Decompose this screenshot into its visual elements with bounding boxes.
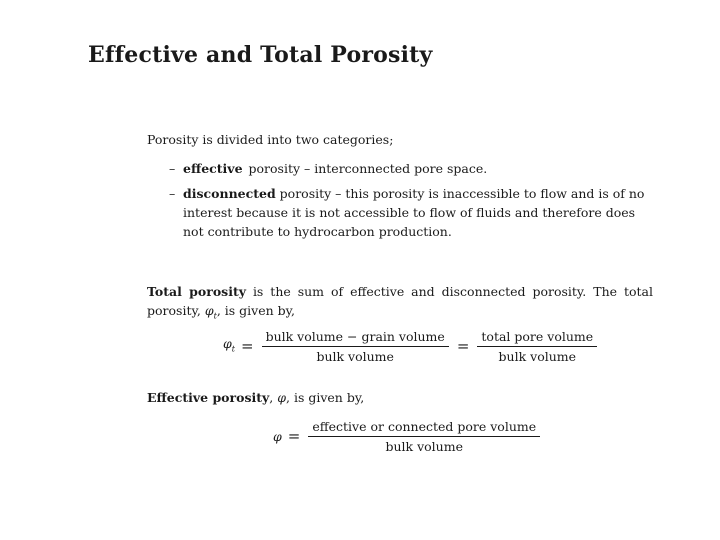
eq1-equals-1: = [240, 337, 254, 355]
total-porosity-symbol: $\varphi_t$ [204, 303, 217, 321]
total-porosity-term: Total porosity [147, 284, 246, 299]
total-porosity-text-a: is the sum of effective and disconnected porosity. The total porosity, [147, 284, 653, 318]
eq1-frac2-numerator: total pore volume [477, 328, 597, 347]
category-term: disconnected [183, 186, 276, 201]
category-item-effective [147, 159, 653, 178]
effective-porosity-text-b: , is given by, [286, 390, 365, 405]
total-porosity-text-b: , is given by, [216, 303, 296, 318]
eq1-fraction-1 [262, 328, 449, 365]
category-list [147, 159, 653, 241]
effective-porosity-symbol: φ [277, 390, 286, 405]
intro-text: Porosity is divided into two categories; [147, 132, 394, 147]
category-item-disconnected [147, 184, 653, 241]
effective-porosity-equation [273, 418, 542, 455]
total-porosity-paragraph [147, 282, 653, 326]
category-text: porosity – interconnected pore space. [248, 161, 488, 176]
eq2-numerator: effective or connected pore volume [308, 418, 540, 437]
eq2-denominator: bulk volume [385, 439, 463, 454]
category-term: effective [183, 161, 243, 176]
total-porosity-equation [223, 328, 599, 365]
category-text: porosity – this porosity is inaccessible to flow and is of no interest because it is not accessible to flow of fluids and therefore does not contribute to hydrocarbon production. [183, 186, 645, 239]
eq1-frac1-denominator: bulk volume [316, 349, 394, 364]
eq2-fraction [308, 418, 540, 455]
eq1-lhs: $\varphi_t$ [223, 336, 235, 354]
eq1-frac2-denominator: bulk volume [498, 349, 577, 364]
eq1-equals-2: = [456, 337, 470, 355]
eq1-fraction-2 [477, 328, 597, 365]
slide-title: Effective and Total Porosity [88, 42, 433, 68]
eq1-frac1-numerator: bulk volume − grain volume [262, 328, 449, 347]
list-dash: – [169, 161, 176, 176]
effective-porosity-text-a: , [269, 390, 274, 405]
eq2-equals: = [287, 427, 301, 445]
effective-porosity-paragraph [147, 388, 653, 407]
list-dash: – [169, 186, 176, 201]
eq2-lhs: φ [273, 429, 282, 444]
slide-content [147, 130, 653, 454]
effective-porosity-term: Effective porosity [147, 390, 270, 405]
